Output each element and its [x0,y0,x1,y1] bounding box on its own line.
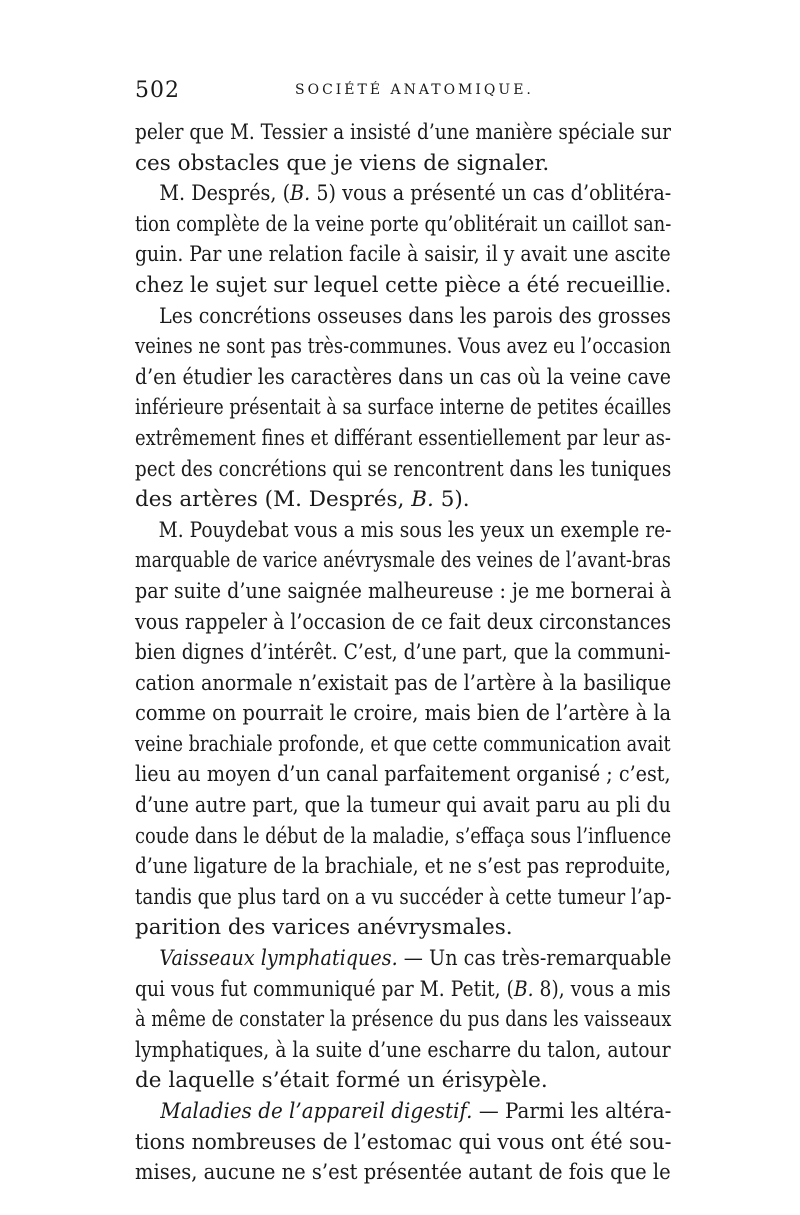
italic-text-segment: B. [411,487,434,513]
text-segment: de laquelle s’était formé un érisypèle. [135,1068,548,1094]
text-line [135,608,672,639]
text-segment: 8), vous a mis [533,976,671,1002]
text-line [135,669,672,700]
text-segment: vous rappeler à l’occasion de ce fait deux circonstances [135,609,672,635]
text-line [135,760,671,791]
text-segment: mises, aucune ne s’est présentée autant de fois que le [135,1160,671,1186]
italic-text-segment: Vaisseaux lymphatiques. [159,946,398,972]
text-line [135,1158,671,1189]
text-line [135,393,672,424]
text-line [135,516,672,547]
text-line [135,149,671,180]
text-segment: 5) vous a présenté un cas d’oblitéra- [310,181,672,207]
text-line [135,975,671,1006]
text-segment: M. Després, ( [135,181,291,207]
italic-text-segment: Maladies de l’appareil digestif. [160,1099,473,1124]
text-segment: tions nombreuses de l’estomac qui vous ont été sou- [135,1129,672,1155]
text-line [135,913,671,944]
text-line [135,455,672,486]
text-segment: Les concrétions osseuses dans les parois des grosses [135,303,671,329]
text-segment: tandis que plus tard on a vu succéder à cette tumeur l’ap- [135,884,672,910]
text-segment: comme on pourrait le croire, mais bien de l’artère à la [135,701,672,727]
text-segment: bien dignes d’intérêt. C’est, d’une part, que la communi- [135,640,671,666]
running-head: SOCIÉTÉ ANATOMIQUE. [295,82,534,98]
text-segment: par suite d’une saignée malheureuse : je me bornerai à [135,578,672,604]
text-line [135,730,671,761]
page-number: 502 [135,78,180,103]
text-segment: cation anormale n’existait pas de l’artère à la basilique [135,670,672,696]
text-line [135,424,671,455]
text-segment [135,946,159,971]
italic-text-segment: B. [513,976,534,1002]
text-line [135,240,671,271]
text-line [135,1005,672,1036]
text-segment: lieu au moyen d’un canal parfaitement organisé ; c’est, [135,762,671,788]
text-segment: 5). [433,487,470,513]
text-segment: parition des varices anévrysmales. [135,915,513,941]
text-line [135,1128,672,1159]
text-segment: extrêmement fines et différant essentiellement par leur as- [135,425,671,451]
text-segment: chez le sujet sur lequel cette pièce a été recueillie. [135,272,672,298]
text-segment: peler que M. Tessier a insisté d’une manière spéciale sur [135,120,671,145]
text-segment: d’en étudier les caractères dans un cas où la veine cave [135,364,671,390]
body-text [135,118,671,1189]
text-segment: guin. Par une relation facile à saisir, il y avait une ascite [135,242,671,268]
text-segment [135,1099,160,1124]
text-line [135,883,672,914]
text-line [135,210,672,241]
text-segment: ces obstacles que je viens de signaler. [135,150,550,176]
text-line [135,271,672,302]
text-line [135,546,671,577]
text-line [135,302,671,333]
text-line [135,791,671,822]
italic-text-segment: B. [290,181,311,207]
text-line [135,852,671,883]
text-segment: marquable de varice anévrysmale des veines de l’avant-bras [135,548,671,574]
text-line [135,363,671,394]
text-segment: pect des concrétions qui se rencontrent dans les tuniques [135,456,672,482]
text-line [135,1097,672,1128]
text-segment: tion complète de la veine porte qu’oblitérait un caillot san- [135,211,672,237]
text-segment: coude dans le début de la maladie, s’effaça sous l’influence [135,823,672,849]
text-line [135,699,672,730]
text-segment: veine brachiale profonde, et que cette communication avait [135,731,671,757]
text-line [135,577,672,608]
text-segment: veines ne sont pas très-communes. Vous avez eu l’occasion [135,334,671,360]
text-line [135,1036,671,1067]
page-header [135,78,675,108]
text-line [135,822,672,853]
text-line [135,485,671,516]
text-segment: lymphatiques, à la suite d’une escharre du talon, autour [135,1037,671,1063]
text-segment: — Un cas très-remarquable [397,946,672,972]
text-line [135,179,672,210]
text-segment: d’une autre part, que la tumeur qui avait paru au pli du [135,793,671,819]
text-line [135,638,671,669]
text-line [135,1066,671,1097]
text-segment: à même de constater la présence du pus dans les vaisseaux [135,1007,672,1033]
text-segment: des artères (M. Després, [135,487,412,513]
text-line [135,332,671,363]
text-line [135,944,672,975]
text-segment: inférieure présentait à sa surface interne de petites écailles [135,395,672,421]
text-line [135,118,671,149]
text-segment: d’une ligature de la brachiale, et ne s’est pas reproduite, [135,854,671,880]
text-segment: M. Pouydebat vous a mis sous les yeux un exemple re- [135,517,672,543]
text-segment: qui vous fut communiqué par M. Petit, ( [135,976,514,1002]
text-segment: — Parmi les altéra- [472,1099,672,1124]
